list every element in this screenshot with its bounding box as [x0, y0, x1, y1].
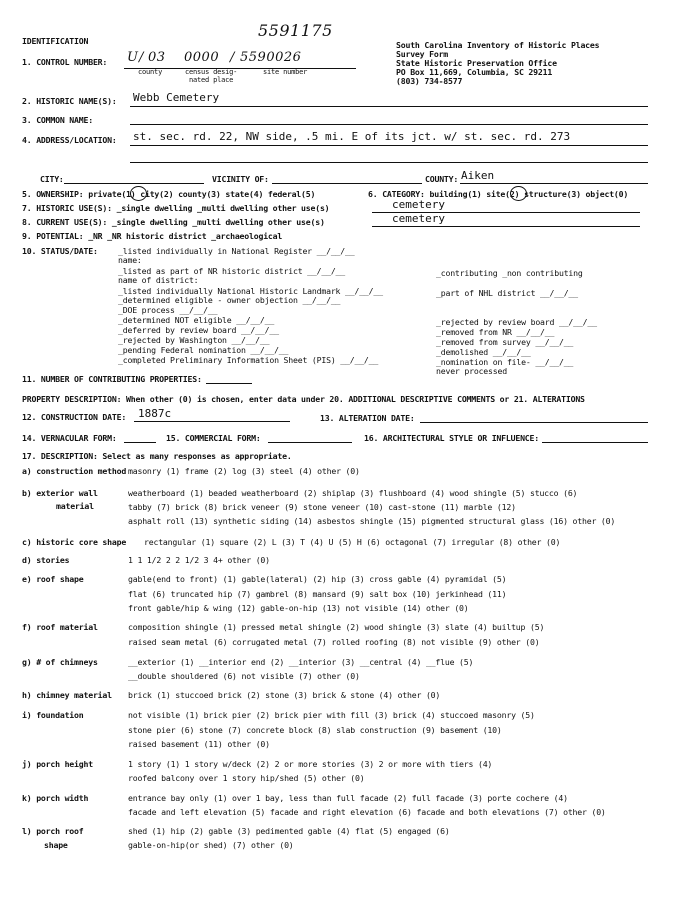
status-right-6: _demolished __/__/__: [436, 347, 531, 357]
item-k-line-2: facade and left elevation (5) facade and right elevation (6) facade and both elevations (7) other (0): [128, 807, 606, 817]
historic-uses-row: 7. HISTORIC USE(S): _single dwelling _multi dwelling other use(s): [22, 203, 330, 213]
sub-county-label: county: [138, 68, 163, 76]
item-a-label: a) construction method: [22, 466, 127, 476]
common-name-label: 3. COMMON NAME:: [22, 115, 93, 125]
construction-date-line: [134, 421, 290, 422]
status-right-2: _part of NHL district __/__/__: [436, 288, 578, 298]
city-label: CITY:: [40, 174, 64, 184]
category-row: 6. CATEGORY: building(1) site(2) structure(3) object(0): [368, 189, 629, 199]
item-i-label: i) foundation: [22, 710, 84, 720]
item-e-line-2: flat (6) truncated hip (7) gambrel (8) mansard (9) salt box (10) jerkinhead (11): [128, 589, 507, 599]
current-uses-value[interactable]: cemetery: [392, 212, 445, 225]
item-b-line-1: weatherboard (1) beaded weatherboard (2) shiplap (3) flushboard (4) wood shingle (5) stucco (6): [128, 488, 578, 498]
item-d-line-1: 1 1 1/2 2 2 1/2 3 4+ other (0): [128, 555, 270, 565]
agency-line-2: Survey Form: [396, 49, 449, 59]
description-heading: 17. DESCRIPTION: Select as many responses as appropriate.: [22, 451, 292, 461]
status-left-7: _DOE process __/__/__: [118, 305, 218, 315]
item-j-line-2: roofed balcony over 1 story hip/shed (5) other (0): [128, 773, 365, 783]
status-left-8: _determined NOT eligible __/__/__: [118, 315, 275, 325]
status-left-6: _determined eligible - owner objection __/__/__: [118, 295, 341, 305]
item-e-label: e) roof shape: [22, 574, 84, 584]
item-k-line-1: entrance bay only (1) over 1 bay, less than full facade (2) full facade (3) porte cochere (4): [128, 793, 568, 803]
sub-census-label: census desig-: [185, 68, 238, 76]
item-g-line-1: __exterior (1) __interior end (2) __interior (3) __central (4) __flue (5): [128, 657, 474, 667]
vernacular-line[interactable]: [124, 442, 156, 443]
status-right-4: _removed from NR __/__/__: [436, 327, 555, 337]
item-l-line-1: shed (1) hip (2) gable (3) pedimented gable (4) flat (5) engaged (6): [128, 826, 450, 836]
address-line-2: [130, 162, 648, 163]
county-label: COUNTY:: [425, 174, 459, 184]
item-l-line-2: gable-on-hip(or shed) (7) other (0): [128, 840, 294, 850]
architectural-label: 16. ARCHITECTURAL STYLE OR INFLUENCE:: [364, 433, 539, 443]
contributing-line[interactable]: [206, 383, 252, 384]
historic-names-value[interactable]: Webb Cemetery: [133, 91, 220, 104]
architectural-line[interactable]: [542, 442, 648, 443]
commercial-line[interactable]: [268, 442, 352, 443]
item-a-line-1: masonry (1) frame (2) log (3) steel (4) other (0): [128, 466, 360, 476]
status-right-1: _contributing _non contributing: [436, 268, 583, 278]
address-line: [130, 145, 648, 146]
status-left-5: _listed individually National Historic Landmark __/__/__: [118, 286, 383, 296]
status-left-11: _pending Federal nomination __/__/__: [118, 345, 289, 355]
status-left-12: _completed Preliminary Information Sheet (PIS) __/__/__: [118, 355, 379, 365]
contributing-label: 11. NUMBER OF CONTRIBUTING PROPERTIES:: [22, 374, 202, 384]
item-j-line-1: 1 story (1) 1 story w/deck (2) 2 or more stories (3) 2 or more with tiers (4): [128, 759, 493, 769]
ownership-row: 5. OWNERSHIP: private(1) city(2) county(3) state(4) federal(5): [22, 189, 316, 199]
item-c-label: c) historic core shape: [22, 537, 127, 547]
item-d-label: d) stories: [22, 555, 70, 565]
control-county[interactable]: U: [127, 50, 139, 65]
item-h-line-1: brick (1) stuccoed brick (2) stone (3) brick & stone (4) other (0): [128, 690, 441, 700]
vicinity-label: VICINITY OF:: [212, 174, 269, 184]
commercial-label: 15. COMMERCIAL FORM:: [166, 433, 261, 443]
item-b-line-3: asphalt roll (13) synthetic siding (14) asbestos shingle (15) pigmented structural glass (16) other (0): [128, 516, 616, 526]
ownership-private-circle: [130, 186, 147, 201]
item-b-label: b) exterior wall: [22, 488, 98, 498]
current-uses-line: [372, 226, 640, 227]
historic-uses-value[interactable]: cemetery: [392, 198, 445, 211]
county-line: [460, 183, 648, 184]
agency-line-3: State Historic Preservation Office: [396, 58, 557, 68]
potential-row: 9. POTENTIAL: _NR _NR historic district _archaeological: [22, 231, 283, 241]
status-left-2: name:: [118, 255, 142, 265]
item-k-label: k) porch width: [22, 793, 89, 803]
item-l-label2: shape: [44, 840, 68, 850]
control-census[interactable]: 03: [148, 50, 166, 65]
agency-line-4: PO Box 11,669, Columbia, SC 29211: [396, 67, 553, 77]
status-left-4: name of district:: [118, 275, 199, 285]
item-f-line-1: composition shingle (1) pressed metal shingle (2) wood shingle (3) slate (4) builtup (5): [128, 622, 545, 632]
status-label: 10. STATUS/DATE:: [22, 246, 98, 256]
vicinity-line[interactable]: [272, 183, 422, 184]
control-sep2: /: [230, 50, 235, 65]
status-left-9: _deferred by review board __/__/__: [118, 325, 279, 335]
city-line[interactable]: [64, 183, 204, 184]
item-f-label: f) roof material: [22, 622, 98, 632]
status-right-8: never processed: [436, 366, 507, 376]
agency-line-1: South Carolina Inventory of Historic Places: [396, 40, 600, 50]
control-number-label: 1. CONTROL NUMBER:: [22, 57, 108, 67]
item-e-line-3: front gable/hip & wing (12) gable-on-hip (13) not visible (14) other (0): [128, 603, 469, 613]
property-description-note: PROPERTY DESCRIPTION: When other (0) is chosen, enter data under 20. ADDITIONAL DESCRIPTIVE COMMENTS or 21. ALTERATIONS: [22, 394, 585, 404]
item-f-line-2: raised seam metal (6) corrugated metal (7) rolled roofing (8) not visible (9) other (0): [128, 637, 540, 647]
status-right-5: _removed from survey __/__/__: [436, 337, 574, 347]
status-left-3: _listed as part of NR historic district __/__/__: [118, 266, 346, 276]
handwritten-number: 5591175: [258, 21, 333, 40]
alteration-date-label: 13. ALTERATION DATE:: [320, 413, 415, 423]
control-place[interactable]: 0000: [184, 50, 220, 65]
identification-heading: IDENTIFICATION: [22, 36, 89, 46]
item-i-line-2: stone pier (6) stone (7) concrete block (8) slab construction (9) basement (10): [128, 725, 502, 735]
status-left-1: _listed individually in National Register __/__/__: [118, 246, 355, 256]
control-sep1: /: [139, 50, 144, 65]
item-g-line-2: __double shouldered (6) not visible (7) other (0): [128, 671, 360, 681]
item-c-line-1: rectangular (1) square (2) L (3) T (4) U (5) H (6) octagonal (7) irregular (8) other (0): [144, 537, 561, 547]
agency-line-5: (803) 734-8577: [396, 76, 463, 86]
item-l-label: l) porch roof: [22, 826, 84, 836]
status-right-7: _nomination on file- __/__/__: [436, 357, 574, 367]
address-value[interactable]: st. sec. rd. 22, NW side, .5 mi. E of its jct. w/ st. sec. rd. 273: [133, 130, 571, 143]
item-b-line-2: tabby (7) brick (8) brick veneer (9) stone veneer (10) cast-stone (11) marble (12): [128, 502, 516, 512]
item-e-line-1: gable(end to front) (1) gable(lateral) (2) hip (3) cross gable (4) pyramidal (5): [128, 574, 507, 584]
sub-site-label: site number: [263, 68, 308, 76]
address-label: 4. ADDRESS/LOCATION:: [22, 135, 117, 145]
vernacular-label: 14. VERNACULAR FORM:: [22, 433, 117, 443]
item-b-label2: material: [56, 501, 94, 511]
item-i-line-3: raised basement (11) other (0): [128, 739, 270, 749]
current-uses-row: 8. CURRENT USE(S): _single dwelling _multi dwelling other use(s): [22, 217, 325, 227]
construction-date-label: 12. CONSTRUCTION DATE:: [22, 412, 127, 422]
common-name-line[interactable]: [130, 124, 648, 125]
construction-date-value[interactable]: 1887c: [138, 407, 172, 420]
item-j-label: j) porch height: [22, 759, 93, 769]
status-right-3: _rejected by review board __/__/__: [436, 317, 597, 327]
historic-names-label: 2. HISTORIC NAME(S):: [22, 96, 117, 106]
status-left-10: _rejected by Washington __/__/__: [118, 335, 270, 345]
historic-names-line: [130, 106, 648, 107]
control-site[interactable]: 5590026: [240, 50, 302, 65]
alteration-date-line[interactable]: [420, 422, 648, 423]
sub-place-label: nated place: [189, 76, 234, 84]
category-site-circle: [510, 186, 527, 201]
county-value[interactable]: Aiken: [461, 169, 495, 182]
item-i-line-1: not visible (1) brick pier (2) brick pier with fill (3) brick (4) stuccoed masonry (5): [128, 710, 535, 720]
item-g-label: g) # of chimneys: [22, 657, 98, 667]
item-h-label: h) chimney material: [22, 690, 112, 700]
